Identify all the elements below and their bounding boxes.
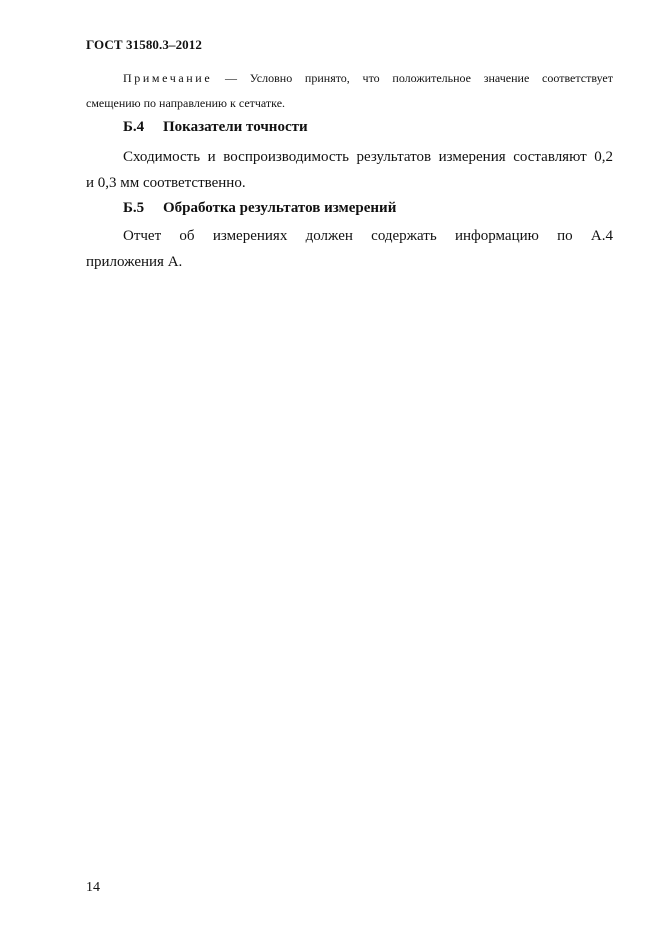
paragraph-b4-line-1: Сходимость и воспроизводимость результатов измерения составляют 0,2	[123, 149, 613, 165]
paragraph-b4-line-2: и 0,3 мм соответственно.	[86, 175, 246, 191]
note-line-2: смещению по направлению к сетчатке.	[86, 96, 286, 110]
section-title-b5: Обработка результатов измерений	[163, 200, 397, 216]
page-number: 14	[86, 880, 100, 895]
note-line-1-text: — Условно принято, что положительное значение соответствует	[212, 71, 613, 85]
note-paragraph	[86, 66, 613, 116]
section-number-b5: Б.5	[123, 200, 145, 216]
section-title-b4: Показатели точности	[163, 119, 308, 135]
paragraph-b5-line-2: приложения А.	[86, 254, 183, 270]
paragraph-b5-line-1: Отчет об измерениях должен содержать информацию по А.4	[123, 228, 613, 244]
paragraph-b4	[86, 144, 613, 196]
section-heading-b4	[123, 119, 308, 136]
section-number-b4: Б.4	[123, 119, 145, 135]
note-line-1	[86, 66, 613, 91]
section-heading-b5	[123, 200, 396, 217]
paragraph-b5	[86, 223, 613, 275]
document-header: ГОСТ 31580.3–2012	[86, 37, 202, 52]
note-label: Примечание	[123, 71, 213, 85]
